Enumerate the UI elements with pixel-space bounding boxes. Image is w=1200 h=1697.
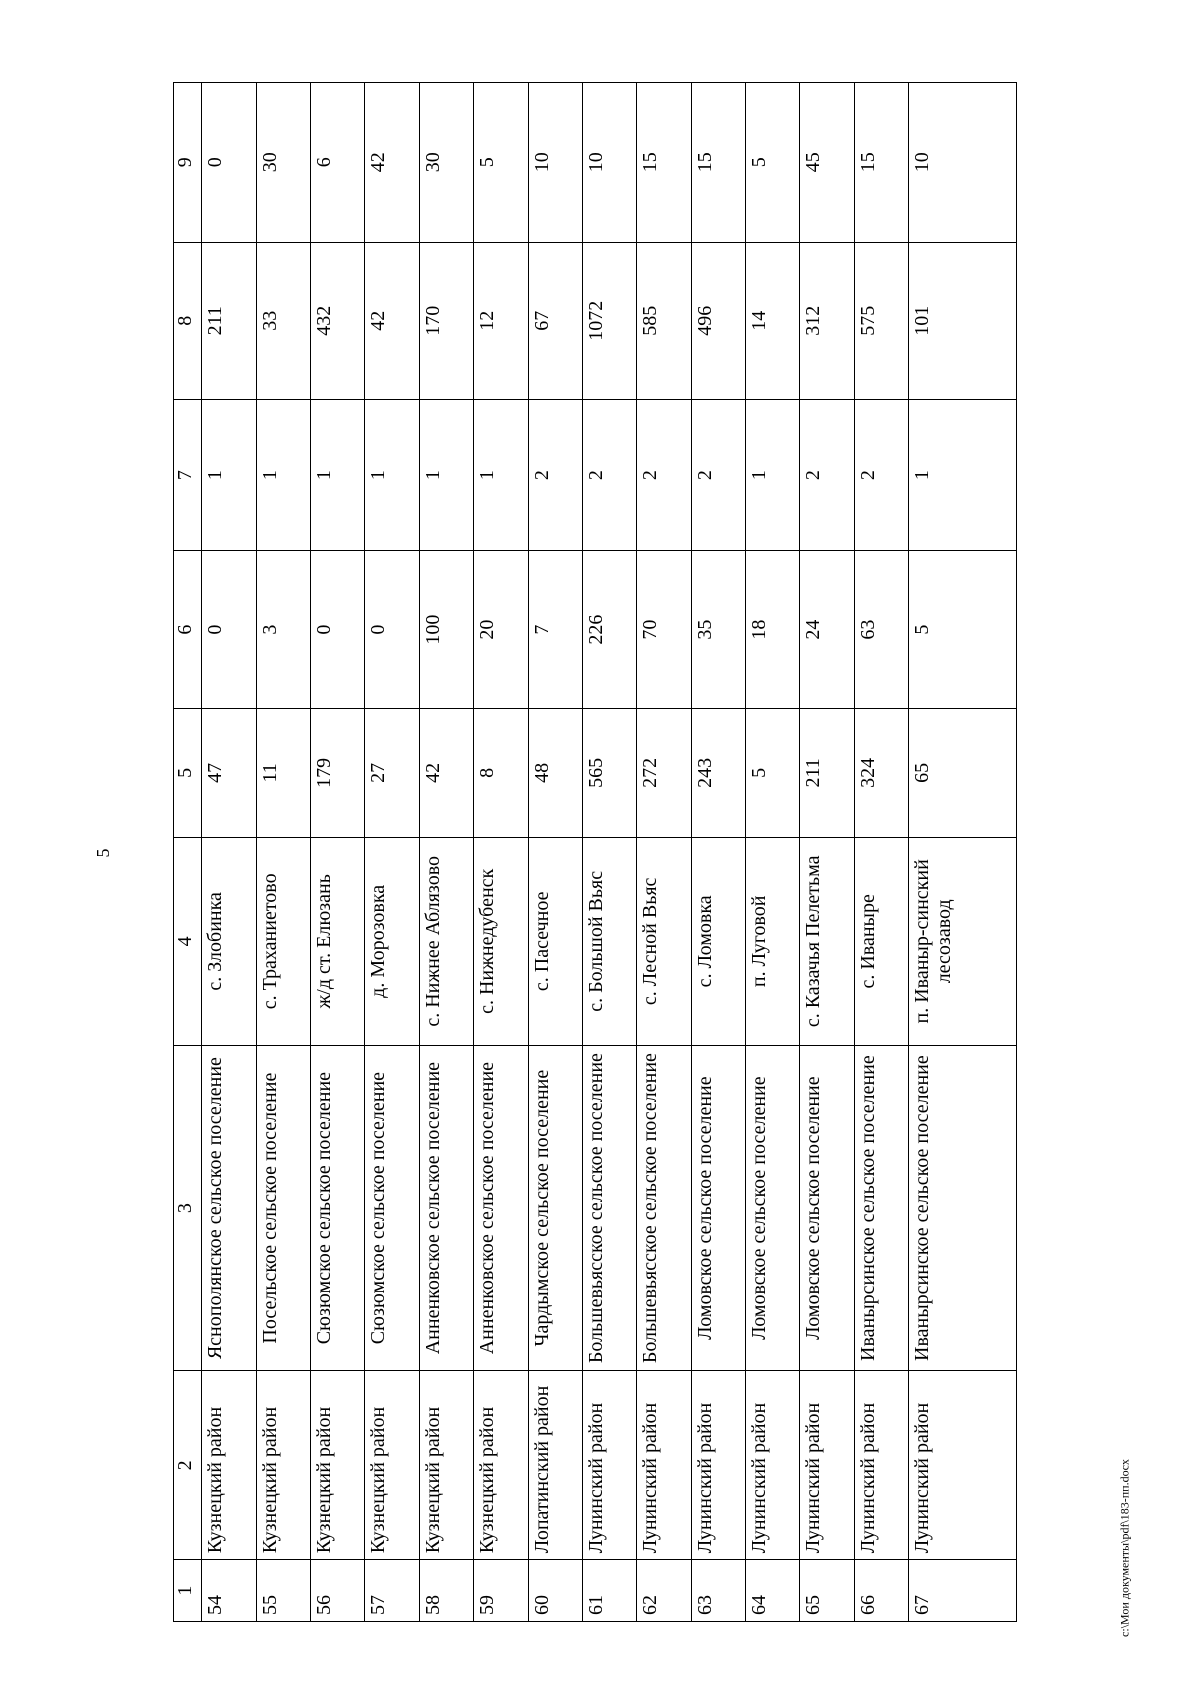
table-cell: п. Луговой [746,837,800,1045]
page-number: 5 [92,848,113,858]
table-row [582,83,636,1622]
table-cell: 61 [582,1560,636,1622]
table-cell: 3 [256,551,310,708]
table-cell: с. Нижнедубенск [474,837,528,1045]
table-cell: 66 [854,1560,908,1622]
table-cell: 54 [202,1560,256,1622]
table-cell: 575 [854,242,908,399]
table-cell: с. Пасечное [528,837,582,1045]
table-cell: с. Казачья Пелетьма [800,837,854,1045]
table-cell: Кузнецкий район [256,1371,310,1560]
table-cell: 2 [528,399,582,551]
table-cell: 1 [256,399,310,551]
table-cell: 67 [528,242,582,399]
table-cell: 42 [419,708,473,837]
table-cell: 1 [311,399,365,551]
table-cell: 5 [746,83,800,243]
table-cell: 45 [800,83,854,243]
table-cell: 1 [365,399,419,551]
table-row [854,83,908,1622]
table-cell: 30 [419,83,473,243]
data-table-rotated [173,82,1017,1622]
table-cell: 312 [800,242,854,399]
table-cell: с. Ломовка [691,837,745,1045]
table-cell: 1 [746,399,800,551]
table-cell: 47 [202,708,256,837]
table-cell: Кузнецкий район [311,1371,365,1560]
table-cell: 18 [746,551,800,708]
table-cell: Большевьясское сельское поселение [582,1045,636,1371]
table-cell: Кузнецкий район [202,1371,256,1560]
table-cell: 15 [854,83,908,243]
table-row [800,83,854,1622]
table-cell: 15 [691,83,745,243]
table-cell: 1 [202,399,256,551]
table-cell: Лунинский район [637,1371,691,1560]
table-cell: 60 [528,1560,582,1622]
table-cell: 64 [746,1560,800,1622]
table-cell: 57 [365,1560,419,1622]
table-cell: 101 [909,242,1017,399]
table-cell: 15 [637,83,691,243]
table-cell: Сюзюмское сельское поселение [311,1045,365,1371]
table-cell: Ломовское сельское поселение [746,1045,800,1371]
table-row [691,83,745,1622]
table-cell: 0 [202,83,256,243]
table-cell: 35 [691,551,745,708]
table-cell: Лунинский район [582,1371,636,1560]
table-cell: 2 [800,399,854,551]
table-cell: 179 [311,708,365,837]
table-cell: Лунинский район [854,1371,908,1560]
header-cell: 3 [174,1045,202,1371]
table-cell: Яснополянское сельское поселение [202,1045,256,1371]
table-cell: 65 [909,708,1017,837]
table-cell: с. Нижнее Аблязово [419,837,473,1045]
table-cell: 226 [582,551,636,708]
table-cell: с. Большой Вьяс [582,837,636,1045]
table-cell: 67 [909,1560,1017,1622]
table-cell: Ломовское сельское поселение [691,1045,745,1371]
table-row [202,83,256,1622]
table-row [637,83,691,1622]
table-cell: 2 [582,399,636,551]
table-cell: 496 [691,242,745,399]
table-cell: 211 [202,242,256,399]
table-cell: 5 [909,551,1017,708]
table-cell: 10 [528,83,582,243]
table-cell: 10 [909,83,1017,243]
table-cell: 30 [256,83,310,243]
header-cell: 5 [174,708,202,837]
table-cell: 20 [474,551,528,708]
table-cell: с. Траханиетово [256,837,310,1045]
table-cell: 62 [637,1560,691,1622]
table-row [365,83,419,1622]
table-cell: 5 [474,83,528,243]
table-cell: 24 [800,551,854,708]
file-path-text: c:\Мои документы\pdf\183-пп.docx [1117,1459,1132,1637]
table-cell: Анненковское сельское поселение [419,1045,473,1371]
table-cell: д. Морозовка [365,837,419,1045]
table-cell: 170 [419,242,473,399]
table-cell: 59 [474,1560,528,1622]
table-cell: 2 [691,399,745,551]
table-row [528,83,582,1622]
table-cell: с. Иваныре [854,837,908,1045]
table-cell: 27 [365,708,419,837]
table-cell: 1 [909,399,1017,551]
table-cell: Кузнецкий район [419,1371,473,1560]
table-cell: 8 [474,708,528,837]
table-cell: 6 [311,83,365,243]
table-cell: 63 [691,1560,745,1622]
table-cell: с. Лесной Вьяс [637,837,691,1045]
table-cell: Чардымское сельское поселение [528,1045,582,1371]
header-cell: 6 [174,551,202,708]
data-table [173,82,1017,1622]
table-cell: 33 [256,242,310,399]
header-row [174,83,202,1622]
table-cell: Большевьясское сельское поселение [637,1045,691,1371]
table-cell: Ломовское сельское поселение [800,1045,854,1371]
table-cell: 432 [311,242,365,399]
table-cell: 585 [637,242,691,399]
header-cell: 7 [174,399,202,551]
table-cell: Сюзюмское сельское поселение [365,1045,419,1371]
table-cell: 0 [311,551,365,708]
table-row [256,83,310,1622]
table-cell: 42 [365,242,419,399]
table-cell: 2 [854,399,908,551]
table-cell: Лунинский район [746,1371,800,1560]
header-cell: 1 [174,1560,202,1622]
table-cell: Иванырсинское сельское поселение [909,1045,1017,1371]
table-cell: с. Злобинка [202,837,256,1045]
header-cell: 2 [174,1371,202,1560]
table-cell: Посельское сельское поселение [256,1045,310,1371]
table-row [474,83,528,1622]
table-cell: 7 [528,551,582,708]
table-cell: 272 [637,708,691,837]
table-cell: 0 [365,551,419,708]
table-cell: Анненковское сельское поселение [474,1045,528,1371]
table-row [909,83,1017,1622]
table-cell: 63 [854,551,908,708]
table-body [174,83,1017,1622]
table-cell: 0 [202,551,256,708]
table-cell: 1 [419,399,473,551]
table-cell: ж/д ст. Елюзань [311,837,365,1045]
header-cell: 8 [174,242,202,399]
table-cell: 14 [746,242,800,399]
table-row [746,83,800,1622]
table-cell: Лунинский район [691,1371,745,1560]
table-cell: 48 [528,708,582,837]
table-cell: 243 [691,708,745,837]
table-cell: 12 [474,242,528,399]
table-cell: Кузнецкий район [365,1371,419,1560]
header-cell: 4 [174,837,202,1045]
table-cell: п. Иваныр-синский лесозавод [909,837,1017,1045]
table-cell: 1072 [582,242,636,399]
table-cell: Иванырсинское сельское поселение [854,1045,908,1371]
table-cell: 565 [582,708,636,837]
header-cell: 9 [174,83,202,243]
table-cell: 5 [746,708,800,837]
table-cell: 1 [474,399,528,551]
table-cell: 100 [419,551,473,708]
table-cell: 211 [800,708,854,837]
table-cell: 10 [582,83,636,243]
table-cell: 58 [419,1560,473,1622]
table-cell: 11 [256,708,310,837]
table-row [311,83,365,1622]
table-cell: 2 [637,399,691,551]
table-cell: 65 [800,1560,854,1622]
table-cell: 55 [256,1560,310,1622]
table-cell: 42 [365,83,419,243]
table-cell: Лунинский район [800,1371,854,1560]
table-cell: 70 [637,551,691,708]
table-cell: 324 [854,708,908,837]
table-cell: Кузнецкий район [474,1371,528,1560]
table-cell: 56 [311,1560,365,1622]
table-cell: Лопатинский район [528,1371,582,1560]
table-cell: Лунинский район [909,1371,1017,1560]
table-row [419,83,473,1622]
